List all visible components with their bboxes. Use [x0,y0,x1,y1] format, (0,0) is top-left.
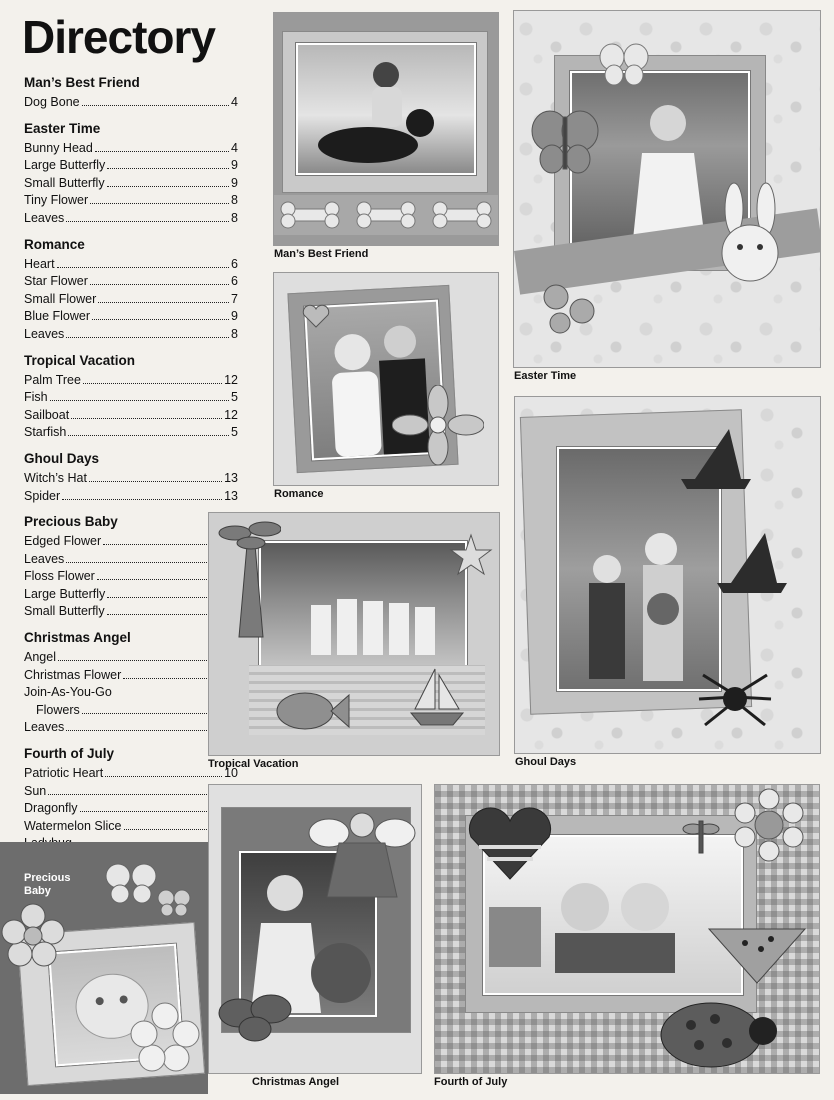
entry-page-number: 9 [231,158,238,173]
directory-entry [24,326,238,344]
spider-icon [695,665,775,735]
entry-page-number: 4 [231,95,238,109]
witch-hat-icon-2 [711,527,791,597]
section-title: Christmas Angel [24,630,131,646]
entry-page-number: 4 [231,140,238,155]
directory-entry [24,407,238,425]
dot-leader [107,186,229,187]
entry-page-number: 8 [231,210,238,225]
directory-section [24,120,238,228]
entry-page-number: 5 [231,425,238,440]
angel-icon [307,803,417,903]
dot-leader [66,221,229,222]
directory-entry [24,424,238,442]
dot-leader [90,284,229,285]
entry-name: Large Butterfly [24,586,106,601]
photo-christmas-angel [208,784,422,1074]
dot-leader [66,562,229,563]
dot-leader [57,267,229,268]
entry-page-number: 6 [231,256,238,271]
directory-entry [24,140,238,158]
entry-page-number: 12 [224,372,238,387]
directory-list [24,74,238,861]
directory-section [24,74,238,112]
entry-page-number: 12 [224,407,238,422]
entry-name: Sun [24,783,47,798]
dot-leader [89,481,222,482]
dot-leader [90,203,229,204]
photo-fourth-of-july [434,784,820,1074]
directory-entry [24,175,238,193]
large-butterfly-icon [530,107,600,177]
directory-entry [24,192,238,210]
dot-leader [66,337,229,338]
directory-entry [24,649,238,667]
directory-entry [24,94,238,112]
entry-name: Palm Tree [24,372,81,387]
caption-romance: Romance [274,488,324,500]
entry-name: Bunny Head [24,140,93,155]
directory-entry [24,256,238,274]
caption-mans-best-friend: Man’s Best Friend [274,248,369,260]
caption-tropical-vacation: Tropical Vacation [208,758,299,770]
christmas-flower-icon [215,981,301,1045]
caption-precious-baby-line2: Baby [24,885,51,897]
man-dog-silhouette [298,45,474,173]
entry-name: Patriotic Heart [24,766,104,781]
entry-page-number: 13 [224,488,238,503]
section-title: Precious Baby [24,514,118,530]
section-title: Ghoul Days [24,450,100,466]
entry-name: Dragonfly [24,801,78,816]
entry-page-number: 10 [224,766,238,781]
entry-name: Leaves [24,720,65,735]
entry-name: Edged Flower [24,534,102,549]
entry-name: Dog Bone [24,95,80,109]
section-title: Man’s Best Friend [24,75,140,90]
entry-name: Leaves [24,210,65,225]
directory-section [24,236,238,344]
dot-leader [82,713,229,714]
directory-entry [24,765,238,783]
entry-name: Flowers [36,702,80,717]
entry-name: Join-As-You-Go [24,685,112,700]
entry-name: Floss Flower [24,569,95,584]
directory-entry [24,389,238,407]
edged-flower-icon [0,902,66,968]
dot-leader [50,400,229,401]
entry-page-number: 8 [231,193,238,208]
watermelon-slice-icon [705,921,809,987]
entry-page-number: 9 [231,175,238,190]
directory-entry [24,702,238,720]
entry-name: Starfish [24,425,67,440]
dot-leader [95,151,229,152]
entry-page-number: 13 [224,470,238,485]
entry-name: Sailboat [24,407,70,422]
directory-section [24,513,238,621]
fish-icon [273,687,351,735]
entry-name: Small Butterfly [24,175,105,190]
witch-hat-icon [675,423,755,493]
entry-page-number: 8 [231,326,238,341]
caption-easter-time: Easter Time [514,370,577,382]
entry-name: Witch’s Hat [24,470,87,485]
directory-entry [24,291,238,309]
entry-name: Angel [24,650,56,665]
small-butterfly-icon-2 [156,888,192,918]
directory-entry [24,684,238,702]
caption-precious-baby-line1: Precious [24,872,71,884]
patriotic-heart-icon [465,803,555,883]
directory-section [24,745,238,853]
dragonfly-icon [681,815,721,855]
photo-romance [273,272,499,486]
directory-entry [24,586,238,604]
entry-name: Small Butterfly [24,604,105,619]
sailboat-icon [409,665,465,729]
directory-entry [24,603,238,621]
dot-leader [68,435,229,436]
directory-entry [24,667,238,685]
photo-mans-best-friend [273,12,499,246]
entry-name: Leaves [24,551,65,566]
caption-ghoul-days: Ghoul Days [515,756,577,768]
dot-leader [107,168,229,169]
small-butterfly-icon [598,41,650,87]
photo-easter-time [513,10,821,368]
directory-entry [24,273,238,291]
entry-page-number: 5 [231,390,238,405]
dot-leader [58,660,229,661]
directory-entry [24,210,238,228]
caption-fourth-of-july: Fourth of July [434,1076,508,1088]
dot-leader [92,319,229,320]
directory-entry [24,488,238,506]
entry-name: Large Butterfly [24,158,106,173]
dot-leader [71,418,222,419]
directory-entry [24,719,238,737]
sun-icon [731,787,807,863]
section-title: Fourth of July [24,746,114,762]
dot-leader [105,776,222,777]
bone-strip [274,195,498,235]
bunny-head-icon [710,181,790,291]
directory-section [24,352,238,442]
floss-flower-icon [130,1002,200,1072]
directory-entry [24,783,238,801]
ladybug-icon [655,995,785,1069]
photo-precious-baby [0,842,208,1094]
dot-leader [82,105,229,106]
section-title: Tropical Vacation [24,352,136,368]
photo-ghoul-days [514,396,821,754]
directory-entry [24,551,238,569]
entry-name: Tiny Flower [24,193,89,208]
heart-icon [302,303,330,329]
directory-entry [24,568,238,586]
photo-family-beach [259,541,467,669]
dot-leader [98,302,229,303]
directory-section [24,450,238,505]
directory-entry [24,818,238,836]
large-butterfly-icon-2 [104,862,158,906]
section-title: Romance [24,236,85,252]
entry-name: Watermelon Slice [24,818,122,833]
section-title: Easter Time [24,120,101,136]
entry-page-number: 7 [231,291,238,306]
entry-page-number: 9 [231,309,238,324]
dog-bone-icon [274,195,498,235]
entry-name: Leaves [24,326,65,341]
photo-tropical-vacation [208,512,500,756]
photo-man-and-dog [296,43,476,175]
entry-name: Christmas Flower [24,667,122,682]
starfish-icon [449,533,493,577]
entry-name: Star Flower [24,274,88,289]
caption-christmas-angel: Christmas Angel [252,1076,340,1088]
entry-name: Blue Flower [24,309,90,324]
dot-leader [62,499,222,500]
entry-name: Spider [24,488,61,503]
entry-name: Heart [24,256,55,271]
page-title: Directory [22,11,215,63]
directory-entry [24,470,238,488]
tiny-flower-icon [536,277,606,337]
dot-leader [66,730,229,731]
entry-name: Small Flower [24,291,97,306]
directory-section [24,629,238,737]
entry-page-number: 6 [231,274,238,289]
directory-entry [24,800,238,818]
directory-entry [24,533,238,551]
dot-leader [83,383,222,384]
directory-entry [24,308,238,326]
palm-tree-icon [217,515,281,641]
star-flower-icon [392,385,484,465]
dot-leader [48,794,229,795]
family-group [261,543,465,667]
dot-leader [80,811,230,812]
entry-name: Fish [24,390,48,405]
directory-entry [24,372,238,390]
directory-entry [24,157,238,175]
